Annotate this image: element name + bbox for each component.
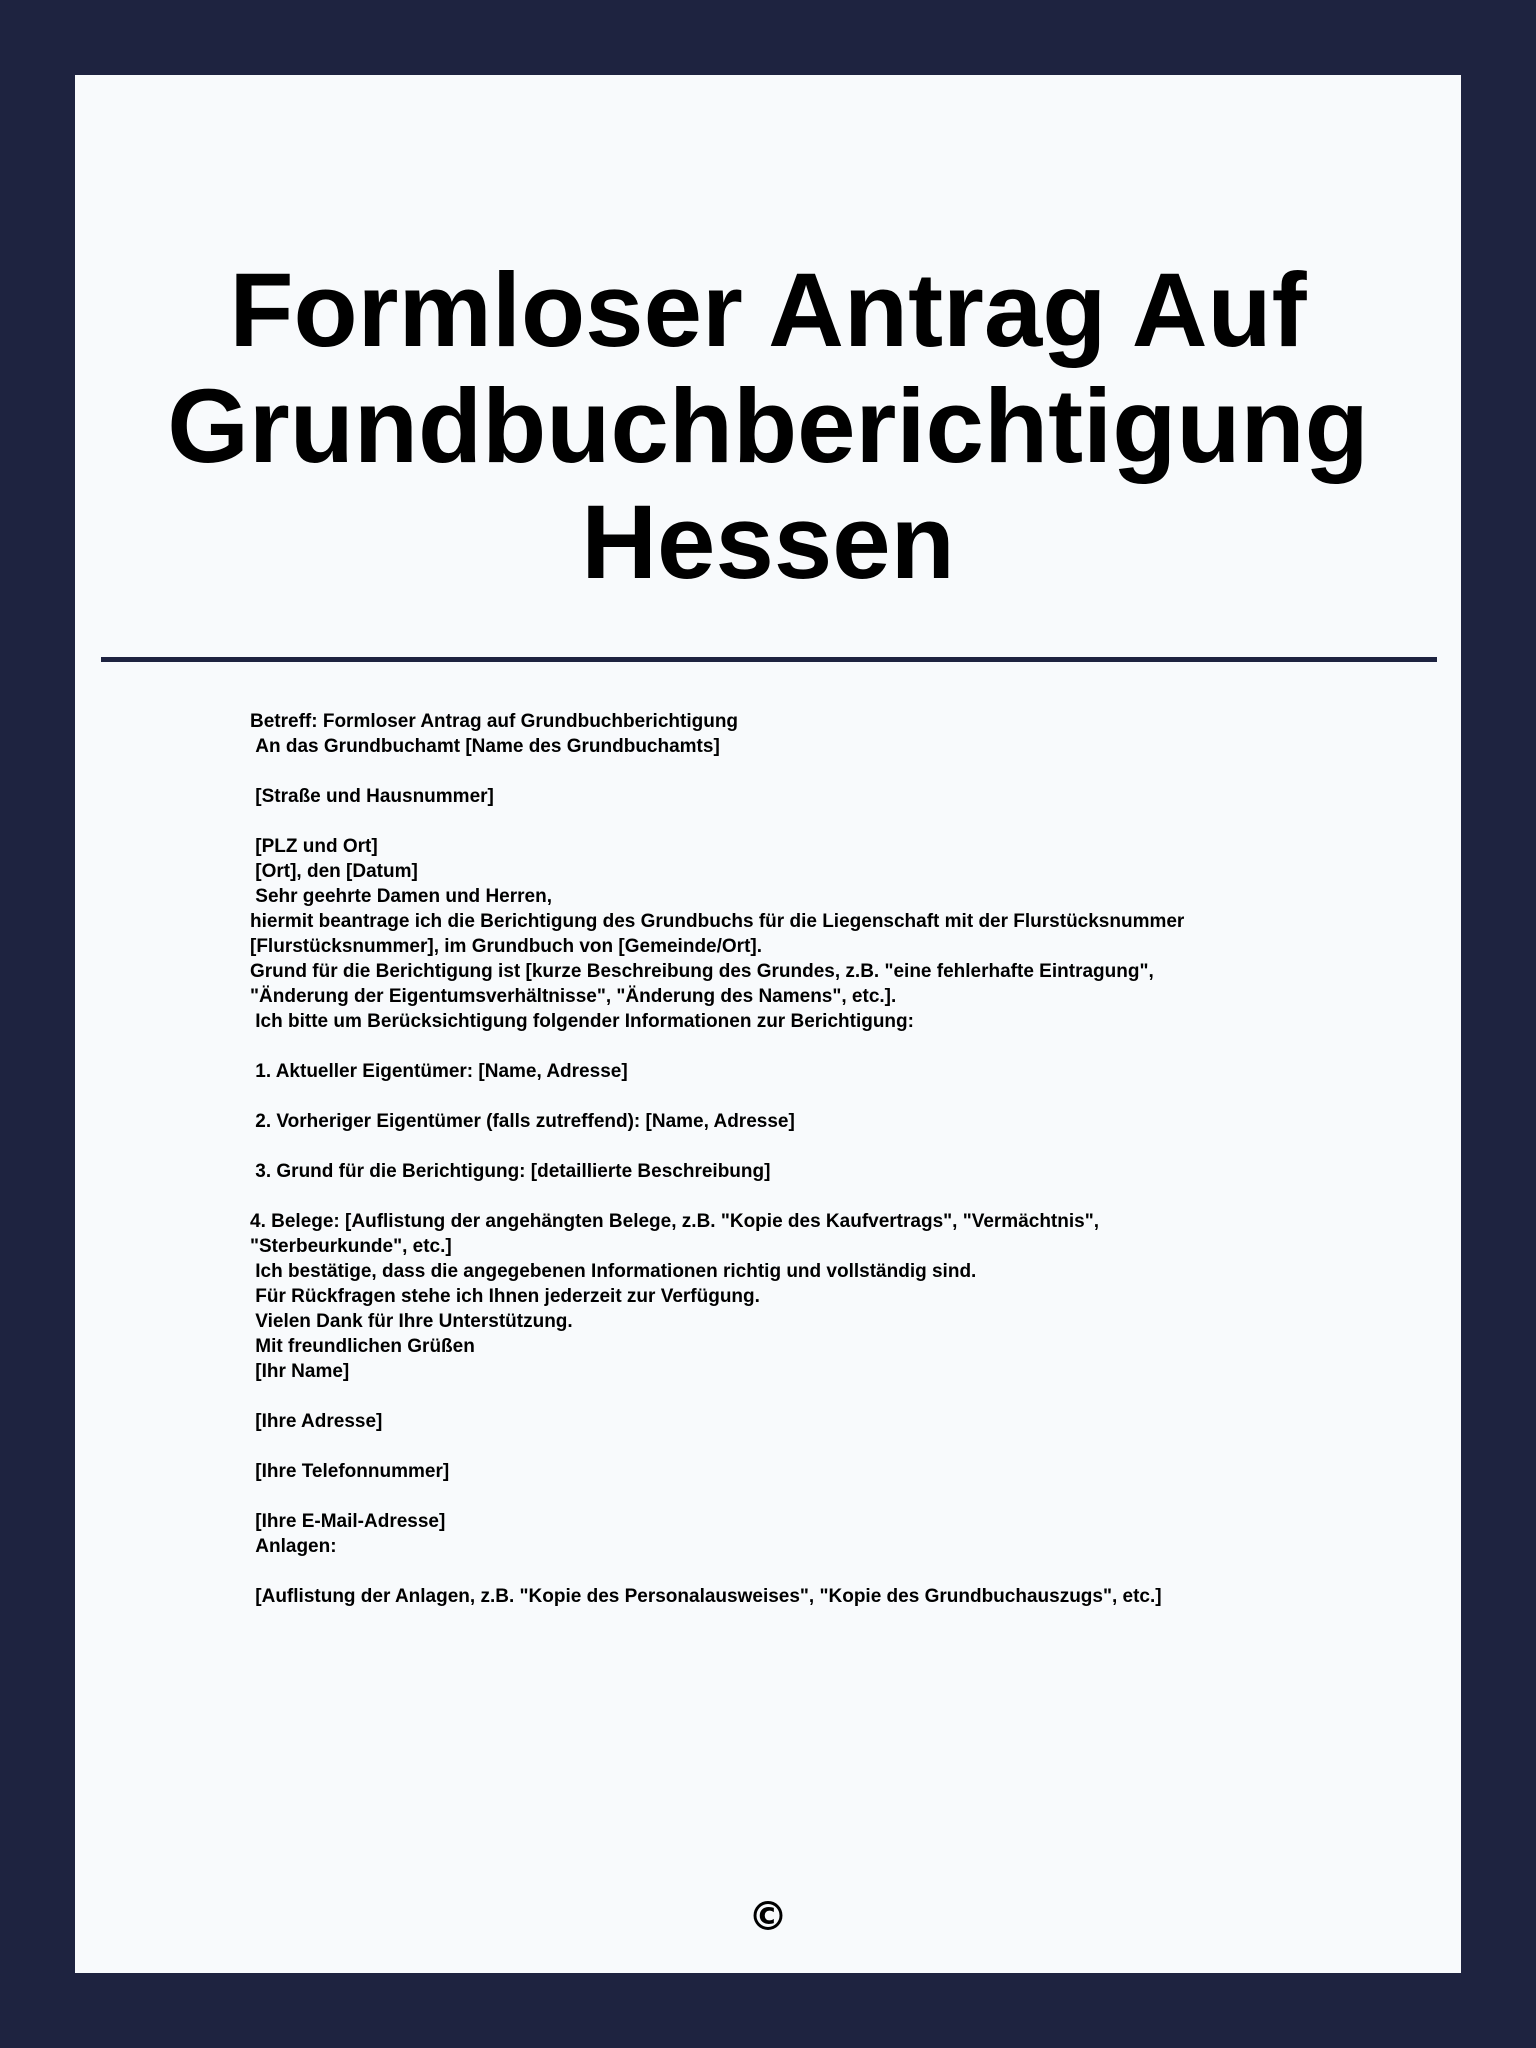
title-divider (101, 657, 1437, 662)
copyright-icon: © (748, 1894, 788, 1940)
letter-body: Betreff: Formloser Antrag auf Grundbuchberichtigung An das Grundbuchamt [Name des Grundbuchamts] [Straße und Hausnummer] [PLZ und Ort] [Ort], den [Datum] Sehr geehrte Damen und Herren, hiermit beantrage ich die Berichtigung des Grundbuchs für die Liegenschaft mit der Flurstücksnummer [Flurstücksnummer], im Grundbuch von [Gemeinde/Ort]. Grund für die Berichtigung ist [kurze Beschreibung des Grundes, z.B. "eine fehlerhafte Eintragung", "Änderung der Eigentumsverhältnisse", "Änderung des Namens", etc.]. Ich bitte um Berücksichtigung folgender Informationen zur Berichtigung: 1. Aktueller Eigentümer: [Name, Adresse] 2. Vorheriger Eigentümer (falls zutreffend): [Name, Adresse] 3. Grund für die Berichtigung: [detaillierte Beschreibung] 4. Belege: [Auflistung der angehängten Belege, z.B. "Kopie des Kaufvertrags", "Vermächtnis", "Sterbeurkunde", etc.] Ich bestätige, dass die angegebenen Informationen richtig und vollständig sind. Für Rückfragen stehe ich Ihnen jederzeit zur Verfügung. Vielen Dank für Ihre Unterstützung. Mit freundlichen Grüßen [Ihr Name] [Ihre Adresse] [Ihre Telefonnummer] [Ihre E-Mail-Adresse] Anlagen: [Auflistung der Anlagen, z.B. "Kopie des Personalausweises", "Kopie des Grundbuchauszugs", etc.] (250, 711, 1185, 1607)
document-title: Formloser Antrag Auf Grundbuchberichtigung Hessen (167, 252, 1369, 601)
document-page (75, 75, 1461, 1973)
